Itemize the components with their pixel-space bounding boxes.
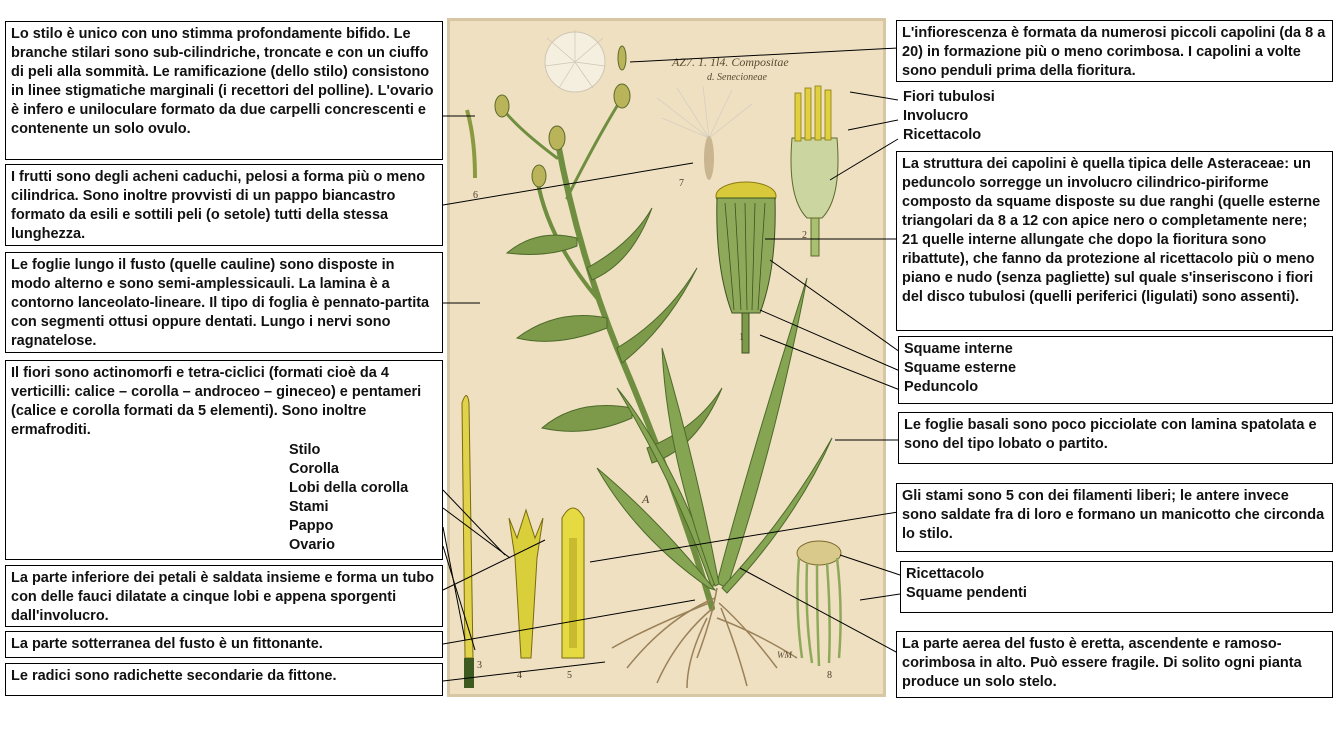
annotation-text: L'infiorescenza è formata da numerosi piccoli capolini (da 8 a 20) in formazione più o meno corimbosa. I capolini a volte sono penduli prima della fioritura. bbox=[902, 25, 1326, 79]
label-stilo: Stilo bbox=[289, 442, 321, 458]
annotation-frutti bbox=[5, 164, 443, 246]
label-squame-interne: Squame interne bbox=[904, 341, 1013, 357]
annotation-struttura bbox=[896, 151, 1333, 331]
annotation-foglie-basali bbox=[898, 412, 1333, 464]
label-ricettacolo: Ricettacolo bbox=[906, 566, 985, 582]
annotation-petali bbox=[5, 565, 443, 627]
annotation-squame-labels bbox=[898, 336, 1333, 404]
squame-labels bbox=[904, 340, 1327, 397]
label-ricettacolo: Ricettacolo bbox=[903, 127, 982, 143]
plate-subheader: d. Senecioneae bbox=[707, 72, 767, 83]
annotation-capolino-labels bbox=[898, 88, 1098, 148]
capolino-labels bbox=[903, 88, 1093, 145]
plate-header: AZ7. 1. 1l4. Compositae bbox=[672, 55, 789, 69]
fig-number: 7 bbox=[679, 178, 684, 189]
label-corolla: Corolla bbox=[289, 461, 339, 477]
fiori-labels bbox=[289, 441, 408, 555]
annotation-fusto-aereo bbox=[896, 631, 1333, 698]
annotation-text: I frutti sono degli acheni caduchi, pelosi a forma più o meno cilindrica. Sono inoltre provvisti di un pappo biancastro formato da esili e sottili peli (o setole) tutti della stessa lunghezza. bbox=[11, 169, 426, 242]
annotation-text: Il fiori sono actinomorfi e tetra-ciclici (formati cioè da 4 verticilli: calice – corolla – androceo – gineceo) e pentameri (calice e corolla formati da 5 elementi). Sono inoltre ermafroditi. bbox=[11, 365, 422, 438]
fig-number: 6 bbox=[473, 190, 478, 201]
fig-number: 5 bbox=[567, 670, 572, 681]
annotation-radici bbox=[5, 663, 443, 696]
label-stami: Stami bbox=[289, 499, 329, 515]
annotation-fittonante bbox=[5, 631, 443, 658]
plate-signature: WM bbox=[777, 650, 792, 660]
label-involucro: Involucro bbox=[903, 108, 969, 124]
label-squame-esterne: Squame esterne bbox=[904, 360, 1017, 376]
annotation-text: La struttura dei capolini è quella tipica delle Asteraceae: un peduncolo sorregge un involucro cilindrico-piriforme composto da squame disposte su due ranghi (quelle esterne triangolari da 8 a 12 con apice nero o completamente nere; 21 quelle interne allungate che dopo la fioritura sono ribattute), che fanno da protezione al ricettacolo più o meno piano e nudo (senza pagliette) sul quale s'inseriscono i fiori del disco tubulosi (quelli periferici (ligulati) sono assenti). bbox=[902, 156, 1321, 305]
label-peduncolo: Peduncolo bbox=[904, 379, 979, 395]
label-ovario: Ovario bbox=[289, 537, 335, 553]
fig-number: A bbox=[642, 492, 650, 506]
fig-number: 3 bbox=[477, 660, 482, 671]
annotation-infiorescenza bbox=[896, 20, 1333, 82]
annotation-text: Lo stilo è unico con uno stimma profondamente bifido. Le branche stilari sono sub-cilindriche, troncate e con un ciuffo di peli alla sommità. Le ramificazione (dello stilo) consistono in linee stigmatiche marginali (i recettori del polline). L'ovario è infero e uniloculare formato da due carpelli concrescenti e contenente un solo ovulo. bbox=[11, 26, 434, 137]
annotation-text: Le radici sono radichette secondarie da fittone. bbox=[11, 668, 337, 684]
annotation-text: Le foglie basali sono poco picciolate con lamina spatolata e sono del tipo lobato o partito. bbox=[904, 417, 1317, 452]
annotation-stami bbox=[896, 483, 1333, 552]
annotation-foglie-cauline bbox=[5, 252, 443, 353]
annotation-text: La parte inferiore dei petali è saldata insieme e forma un tubo con delle fauci dilatate a cinque lobi e appena sporgenti dall'involucro. bbox=[11, 570, 435, 624]
annotation-text: La parte sotterranea del fusto è un fittonante. bbox=[11, 636, 323, 652]
label-fiori-tubulosi: Fiori tubulosi bbox=[903, 89, 995, 105]
label-pappo: Pappo bbox=[289, 518, 334, 534]
annotation-text: Le foglie lungo il fusto (quelle cauline) sono disposte in modo alterno e sono semi-amplessicauli. La lamina è a contorno lanceolato-lineare. Il tipo di foglia è pennato-partita con segmenti ottusi oppure dentati. Lungo i nervi sono ragnatelose. bbox=[11, 257, 430, 349]
annotation-text: La parte aerea del fusto è eretta, ascendente e ramoso-corimbosa in alto. Può essere fragile. Di solito ogni pianta produce un solo stelo. bbox=[902, 636, 1302, 690]
label-lobi-corolla: Lobi della corolla bbox=[289, 480, 409, 496]
fig-number: 1 bbox=[739, 332, 744, 343]
fig-number: 2 bbox=[802, 230, 807, 241]
annotation-fiori bbox=[5, 360, 443, 560]
ricettacolo-labels bbox=[906, 565, 1327, 603]
label-squame-pendenti: Squame pendenti bbox=[906, 585, 1027, 601]
fig-number: 4 bbox=[517, 670, 522, 681]
fig-number: 8 bbox=[827, 670, 832, 681]
botanical-plate bbox=[447, 18, 886, 697]
annotation-text: Gli stami sono 5 con dei filamenti liberi; le antere invece sono saldate fra di loro e formano un manicotto che circonda lo stilo. bbox=[902, 488, 1325, 542]
annotation-ricettacolo-labels bbox=[900, 561, 1333, 613]
annotation-stilo bbox=[5, 21, 443, 160]
